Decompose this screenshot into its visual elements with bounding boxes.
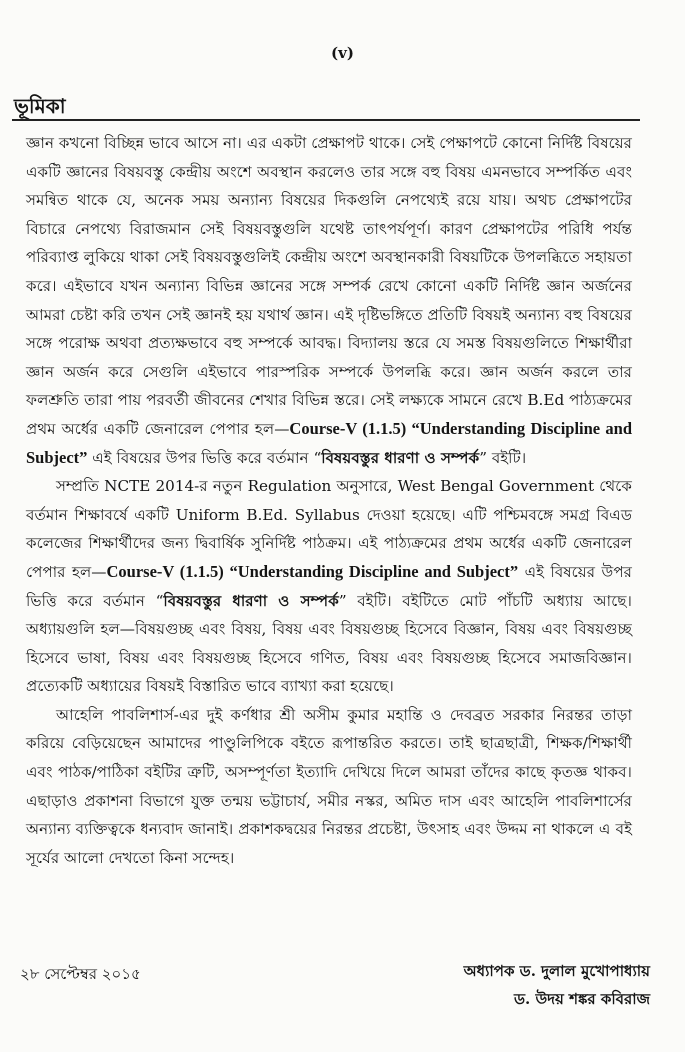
paragraph-2-end: ” বইটি। বইটিতে মোট পাঁচটি অধ্যায় আছে। অধ্যায়গুলি হল—বিষয়গুচ্ছ এবং বিষয়, বিষয় এবং বিষয়গুচ্ছ হিসেবে বিজ্ঞান, বিষয় এবং বিষয়গুচ্ছ হিসেবে ভাষা, বিষয় এবং বিষয়গুচ্ছ হিসেবে গণিত, বিষয় এবং বিষয়গুচ্ছ হিসেবে সমাজবিজ্ঞান। প্রত্যেকটি অধ্যায়ের বিষয়ই বিস্তারিত ভাবে ব্যাখ্যা করা হয়েছে।	[26, 591, 632, 696]
paragraph-2-mid: এই বিষয়ের উপর ভিত্তি করে বর্তমান “	[26, 562, 632, 610]
author-name: অধ্যাপক ড. দুলাল মুখোপাধ্যায়	[463, 962, 650, 980]
paragraph-1-text: জ্ঞান কখনো বিচ্ছিন্ন ভাবে আসে না। এর একটা প্রেক্ষাপট থাকে। সেই পেক্ষাপটে কোনো নির্দিষ্ট বিষয়ের একটি জ্ঞানের বিষয়বস্তু কেন্দ্রীয় অংশে অবস্থান করলেও তার সঙ্গে বহু বিষয় এমনভাবে সম্পর্কিত এবং সমন্বিত থাকে যে, অনেক সময় অন্যান্য বিষয়ের দিকগুলি নেপথ্যেই রয়ে যায়। অথচ প্রেক্ষাপটের বিচারে নেপথ্যে বিরাজমান সেই বিষয়বস্তুগুলি যথেষ্ট তাৎপর্যপূর্ণ। কারণ প্রেক্ষাপটের পরিধি পর্যন্ত পরিব্যাপ্ত লুকিয়ে থাকা সেই বিষয়বস্তুগুলিই কেন্দ্রীয় অংশে অবস্থানকারী বিষয়টিকে উপলব্ধিতে সহায়তা করে। এইভাবে যখন অন্যান্য বিভিন্ন জ্ঞানের সঙ্গে সম্পর্ক রেখে কোনো একটি নির্দিষ্ট জ্ঞান অর্জনের আমরা চেষ্টা করি তখন সেই জ্ঞানই হয় যথার্থ জ্ঞান। এই দৃষ্টিভঙ্গিতে প্রতিটি বিষয়ই অন্যান্য বহু বিষয়ের সঙ্গে পরোক্ষ অথবা প্রত্যক্ষভাবে বহু সম্পর্কে আবদ্ধ। বিদ্যালয় স্তরে যে সমস্ত বিষয়গুলিতে শিক্ষার্থীরা জ্ঞান অর্জন করে সেগুলি এইভাবে পারস্পরিক সম্পর্কে উপলব্ধি করে। জ্ঞান অর্জন করলে তার ফলশ্রুতি তারা পায় পরবর্তী জীবনের শেখার বিভিন্ন স্তরে। সেই লক্ষ্যকে সামনে রেখে B.Ed পাঠ্যক্রমের প্রথম অর্ধের একটি জেনারেল পেপার হল—	[26, 134, 632, 438]
preface-body	[26, 129, 632, 872]
paragraph-1	[26, 129, 632, 472]
page-number: (v)	[331, 44, 354, 62]
date: ২৮ সেপ্টেম্বর ২০১৫	[20, 965, 141, 983]
course-title: Course-V (1.1.5) “Understanding Discipline and Subject”	[26, 418, 632, 467]
book-title: বিষয়বস্তুর ধারণা ও সম্পর্ক	[321, 448, 480, 467]
book-title: বিষয়বস্তুর ধারণা ও সম্পর্ক	[163, 591, 339, 610]
course-title: Course-V (1.1.5) “Understanding Discipline and Subject”	[106, 561, 519, 581]
author-name: ড. উদয় শঙ্কর কবিরাজ	[514, 990, 650, 1008]
paragraph-1-mid: এই বিষয়ের উপর ভিত্তি করে বর্তমান “	[87, 448, 322, 467]
paragraph-1-end: ” বইটি।	[479, 448, 527, 467]
paragraph-2	[26, 472, 632, 701]
paragraph-2-text: সম্প্রতি NCTE 2014-র নতুন Regulation অনুসারে, West Bengal Government থেকে বর্তমান শিক্ষাবর্ষে একটি Uniform B.Ed. Syllabus দেওয়া হয়েছে। এটি পশ্চিমবঙ্গে সমগ্র বিএড কলেজের শিক্ষার্থীদের জন্য দ্বিবার্ষিক সুনির্দিষ্ট পাঠক্রম। এই পাঠ্যক্রমের প্রথম অর্ধের একটি জেনারেল পেপার হল—	[26, 477, 632, 581]
paragraph-3: আহেলি পাবলিশার্স-এর দুই কর্ণধার শ্রী অসীম কুমার মহান্তি ও দেবব্রত সরকার নিরন্তর তাড়া করিয়ে বেড়িয়েছেন আমাদের পাণ্ডুলিপিকে বইতে রূপান্তরিত করতে। তাই ছাত্রছাত্রী, শিক্ষক/শিক্ষার্থী এবং পাঠক/পাঠিকা বইটির ত্রুটি, অসম্পূর্ণতা ইত্যাদি দেখিয়ে দিলে আমরা তাঁদের কাছে কৃতজ্ঞ থাকব। এছাড়াও প্রকাশনা বিভাগে যুক্ত তন্ময় ভট্টাচার্য, সমীর নস্কর, অমিত দাস এবং আহেলি পাবলিশার্সের অন্যান্য ব্যক্তিত্বকে ধন্যবাদ জানাই। প্রকাশকদ্বয়ের নিরন্তর প্রচেষ্টা, উৎসাহ এবং উদ্দম না থাকলে এ বই সূর্যের আলো দেখতো কিনা সন্দেহ।	[26, 705, 632, 867]
section-heading: ভূমিকা	[14, 94, 66, 118]
heading-underline	[12, 119, 640, 121]
